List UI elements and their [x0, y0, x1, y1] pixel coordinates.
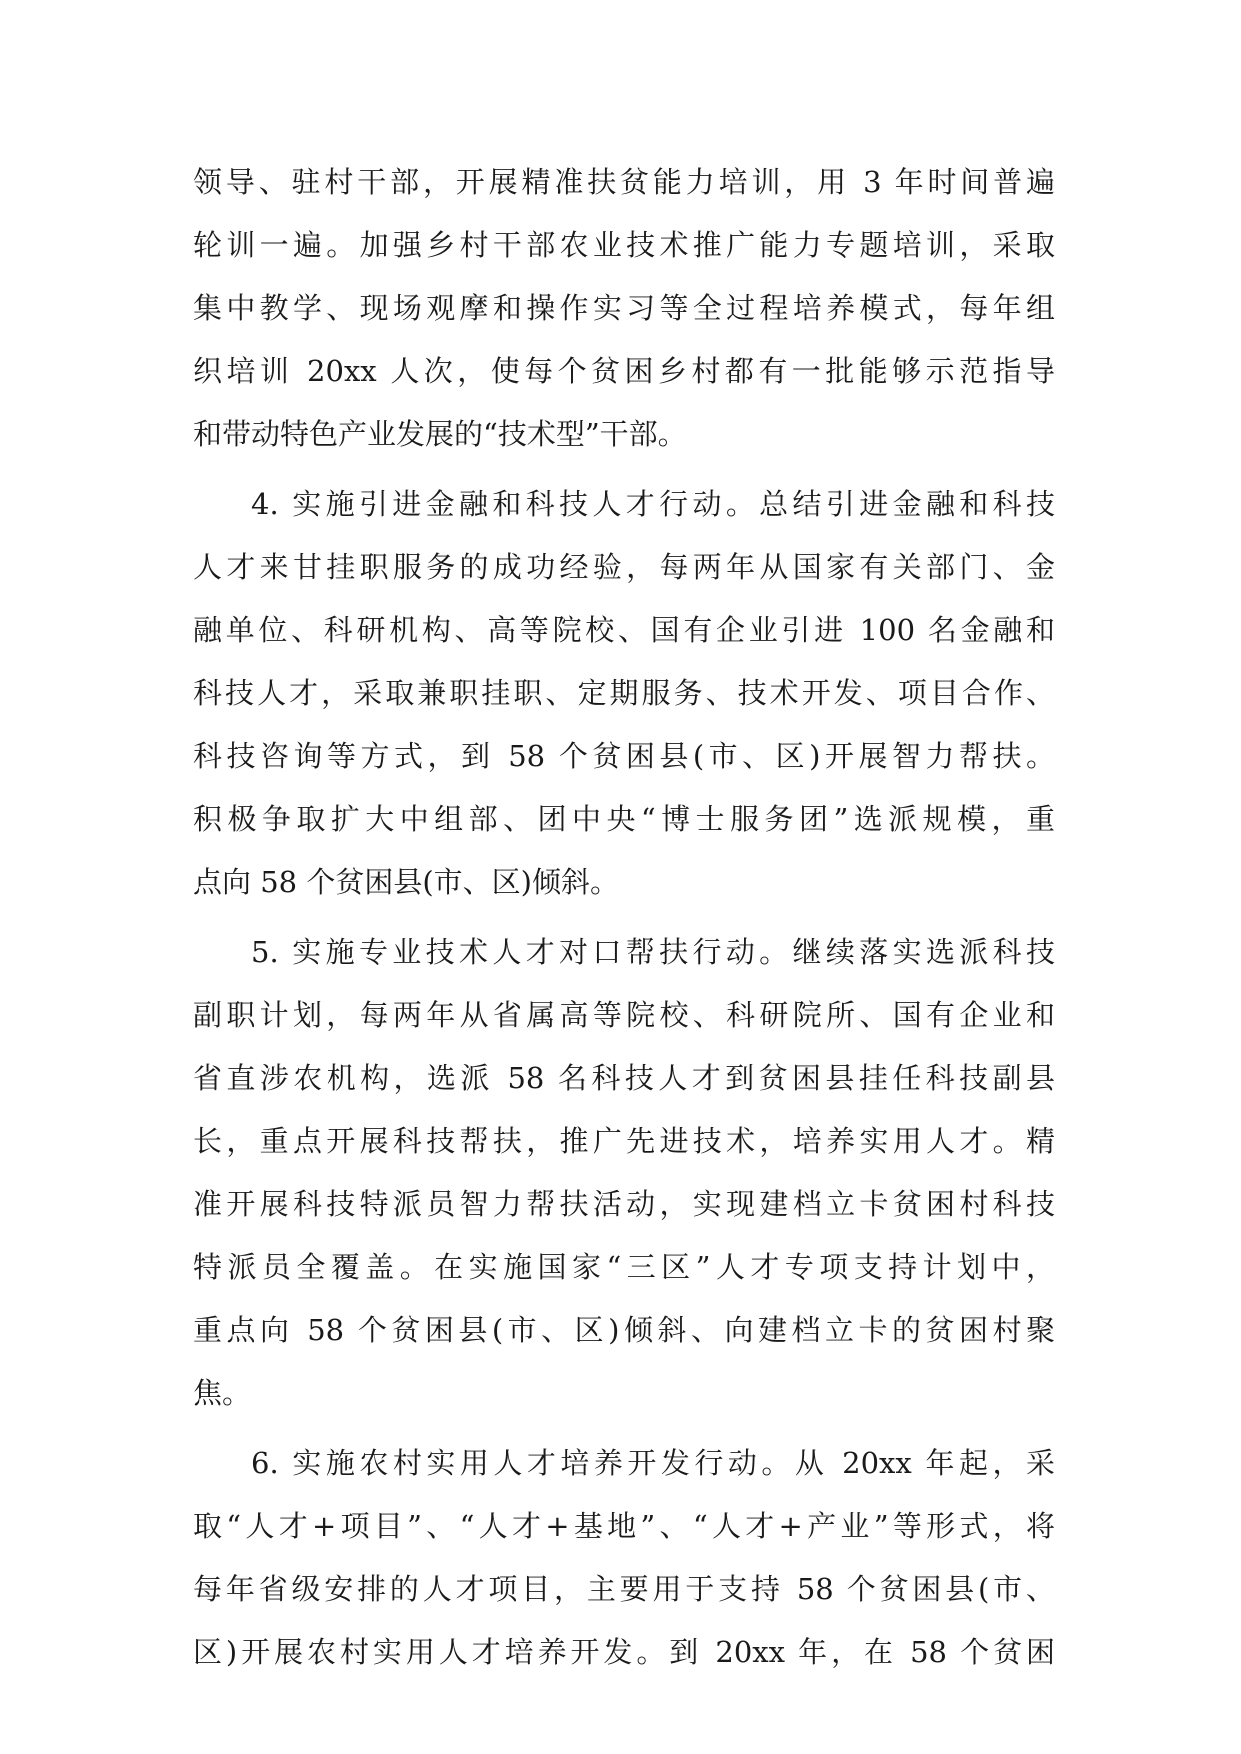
- text-line: 4. 实施引进金融和科技人才行动。总结引进金融和科技: [251, 487, 1055, 521]
- text-line: 取“人才+项目”、“人才+基地”、“人才+产业”等形式，将: [193, 1509, 1055, 1543]
- text-line: 5. 实施专业技术人才对口帮扶行动。继续落实选派科技: [251, 935, 1055, 969]
- text-line: 每年省级安排的人才项目，主要用于支持 58 个贫困县(市、: [193, 1572, 1055, 1606]
- text-line: 长，重点开展科技帮扶，推广先进技术，培养实用人才。精: [193, 1124, 1055, 1158]
- paragraph-gap: [193, 914, 1055, 921]
- text-line: 重点向 58 个贫困县(市、区)倾斜、向建档立卡的贫困村聚: [193, 1313, 1055, 1347]
- text-line: 点向 58 个贫困县(市、区)倾斜。: [193, 865, 619, 899]
- paragraph-continued: [193, 151, 1055, 466]
- text-line: 特派员全覆盖。在实施国家“三区”人才专项支持计划中，: [193, 1250, 1055, 1284]
- text-line: 准开展科技特派员智力帮扶活动，实现建档立卡贫困村科技: [193, 1187, 1055, 1221]
- text-line: 区)开展农村实用人才培养开发。到 20xx 年，在 58 个贫困: [193, 1635, 1055, 1669]
- text-line: 人才来甘挂职服务的成功经验，每两年从国家有关部门、金: [193, 550, 1055, 584]
- text-line: 科技咨询等方式，到 58 个贫困县(市、区)开展智力帮扶。: [193, 739, 1055, 773]
- text-line: 轮训一遍。加强乡村干部农业技术推广能力专题培训，采取: [193, 228, 1055, 262]
- text-line: 副职计划，每两年从省属高等院校、科研院所、国有企业和: [193, 998, 1055, 1032]
- paragraph-5: [193, 921, 1055, 1425]
- text-line: 领导、驻村干部，开展精准扶贫能力培训，用 3 年时间普遍: [193, 165, 1055, 199]
- text-line: 省直涉农机构，选派 58 名科技人才到贫困县挂任科技副县: [193, 1061, 1055, 1095]
- body-text: [193, 151, 1055, 1684]
- paragraph-4: [193, 473, 1055, 914]
- text-line: 集中教学、现场观摩和操作实习等全过程培养模式，每年组: [193, 291, 1055, 325]
- text-line: 6. 实施农村实用人才培养开发行动。从 20xx 年起，采: [251, 1446, 1055, 1480]
- paragraph-gap: [193, 1425, 1055, 1432]
- text-line: 科技人才，采取兼职挂职、定期服务、技术开发、项目合作、: [193, 676, 1055, 710]
- text-line: 焦。: [193, 1376, 252, 1410]
- text-line: 积极争取扩大中组部、团中央“博士服务团”选派规模，重: [193, 802, 1055, 836]
- text-line: 融单位、科研机构、高等院校、国有企业引进 100 名金融和: [193, 613, 1055, 647]
- paragraph-gap: [193, 466, 1055, 473]
- text-line: 织培训 20xx 人次，使每个贫困乡村都有一批能够示范指导: [193, 354, 1055, 388]
- text-line: 和带动特色产业发展的“技术型”干部。: [193, 417, 687, 451]
- paragraph-6: [193, 1432, 1055, 1684]
